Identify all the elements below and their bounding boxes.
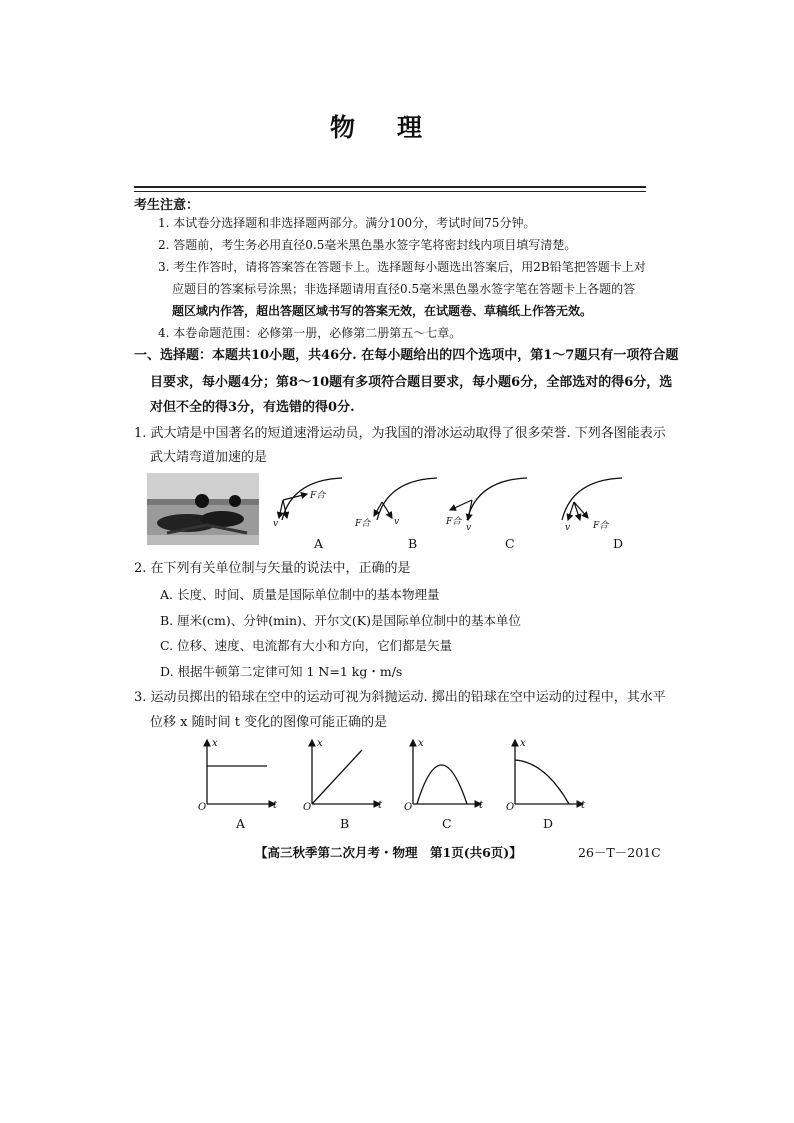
notice-item-3-cont2: 题区域内作答，超出答题区域书写的答案无效，在试题卷、草稿纸上作答无效。 <box>172 304 593 318</box>
q3-label-b: B <box>340 816 350 831</box>
q3-graphs <box>195 736 595 810</box>
q1-label-a: A <box>314 536 324 551</box>
q3-a-axis-x: x <box>212 738 218 749</box>
section-header-line-1: 一、选择题：本题共10小题，共46分. 在每小题给出的四个选项中，第1～7题只有一项符合题 <box>134 348 679 363</box>
notice-item-2: 2. 答题前，考生务必用直径0.5毫米黑色墨水签字笔将密封线内项目填写清楚。 <box>158 238 577 252</box>
q1-label-c: C <box>505 536 515 551</box>
q1-a-velocity-label: v <box>273 519 279 529</box>
page-title: 物理 <box>329 113 464 142</box>
notice-item-3-cont: 应题目的答案标号涂黑；非选择题请用直径0.5毫米黑色墨水签字笔在答题卡上各题的答 <box>172 282 636 296</box>
header-rule <box>134 186 646 188</box>
q2-option-a: A. 长度、时间、质量是国际单位制中的基本物理量 <box>160 587 440 602</box>
q2-option-d: D. 根据牛顿第二定律可知 1 N=1 kg・m/s <box>160 664 403 679</box>
notice-item-3: 3. 考生作答时，请将答案答在答题卡上。选择题每小题选出答案后，用2B铅笔把答题卡上对 <box>158 260 646 274</box>
q1-a-force-label: F合 <box>310 491 326 501</box>
q3-d-axis-t: t <box>581 800 586 811</box>
q2-option-c: C. 位移、速度、电流都有大小和方向，它们都是矢量 <box>160 638 453 653</box>
skater-photo <box>147 473 259 545</box>
q3-stem-line-2: 位移 x 随时间 t 变化的图像可能正确的是 <box>150 715 388 730</box>
q3-a-axis-t: t <box>273 800 278 811</box>
q1-label-d: D <box>613 536 624 551</box>
q3-graph-b <box>312 740 380 804</box>
notice-item-4: 4. 本卷命题范围：必修第一册，必修第二册第五～七章。 <box>158 326 462 340</box>
q3-b-axis-x: x <box>317 738 323 749</box>
q3-b-origin: O <box>303 802 312 813</box>
q1-d-velocity-label: v <box>565 523 571 533</box>
q3-graph-a <box>207 740 275 804</box>
q1-b-force-label: F合 <box>355 519 371 529</box>
q3-d-axis-x: x <box>520 738 526 749</box>
q3-b-axis-t: t <box>378 800 383 811</box>
q3-label-a: A <box>236 816 246 831</box>
q1-d-force-label: F合 <box>593 521 609 531</box>
header-rule-thin <box>134 191 646 192</box>
notice-item-1: 1. 本试卷分选择题和非选择题两部分。满分100分，考试时间75分钟。 <box>158 216 536 230</box>
q1-diagram-d <box>562 478 622 520</box>
q3-stem-line-1: 3. 运动员掷出的铅球在空中的运动可视为斜抛运动. 掷出的铅球在空中运动的过程中，其水平 <box>134 690 666 705</box>
q1-diagram-c <box>450 478 527 520</box>
section-header-line-2: 目要求，每小题4分；第8～10题有多项符合题目要求，每小题6分，全部选对的得6分，选 <box>150 375 673 390</box>
q1-c-velocity-label: v <box>466 523 472 533</box>
page-code: 26－T－201C <box>578 845 661 860</box>
q1-stem-line-2: 武大靖弯道加速的是 <box>150 450 268 465</box>
q1-stem-line-1: 1. 武大靖是中国著名的短道速滑运动员，为我国的滑冰运动取得了很多荣誉. 下列各图能表示 <box>134 426 666 441</box>
q1-diagram-b <box>374 478 437 520</box>
q3-c-axis-t: t <box>479 800 484 811</box>
q2-option-b: B. 厘米(cm)、分钟(min)、开尔文(K)是国际单位制中的基本单位 <box>160 613 521 628</box>
notice-heading: 考生注意： <box>134 198 200 213</box>
q1-b-velocity-label: v <box>394 517 400 527</box>
q1-label-b: B <box>408 536 418 551</box>
q3-a-origin: O <box>198 802 207 813</box>
q3-d-origin: O <box>506 802 515 813</box>
q3-label-d: D <box>543 816 554 831</box>
page-footer: 【高三秋季第二次月考・物理 第1页(共6页)】 <box>255 845 522 860</box>
q3-graph-c <box>413 740 481 804</box>
section-header-line-3: 对但不全的得3分，有选错的得0分. <box>150 400 355 415</box>
q3-c-origin: O <box>404 802 413 813</box>
q3-c-axis-x: x <box>418 738 424 749</box>
q2-stem: 2. 在下列有关单位制与矢量的说法中，正确的是 <box>134 561 411 576</box>
q1-c-force-label: F合 <box>446 517 462 527</box>
q3-label-c: C <box>442 816 452 831</box>
q3-graph-d <box>515 740 583 804</box>
